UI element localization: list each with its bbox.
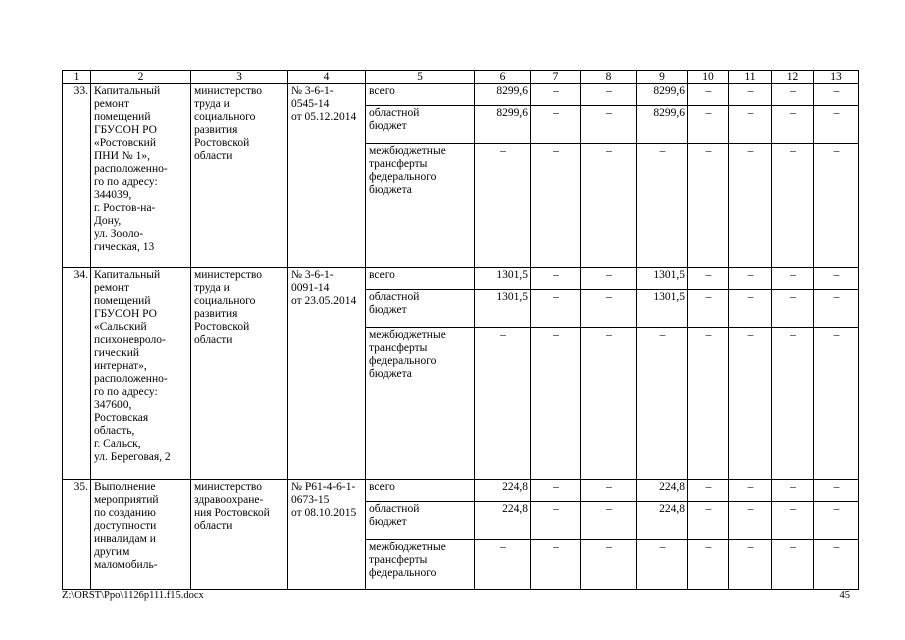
amount-cell: –: [772, 84, 814, 106]
header-cell: 10: [688, 71, 729, 84]
amount-cell: –: [581, 290, 637, 328]
row-number: 34.: [63, 268, 91, 480]
amount-cell: –: [637, 540, 688, 590]
amount-cell: –: [772, 540, 814, 590]
amount-cell: –: [729, 268, 772, 290]
amount-cell: –: [814, 144, 859, 268]
object-name: Капитальный ремонт помещений ГБУСОН РО «Ростовский ПНИ № 1», расположенно- го по адресу: 344039, г. Ростов-на- Дону, ул. Зооло- гическая, 13: [91, 84, 191, 268]
amount-cell: –: [772, 268, 814, 290]
amount-cell: –: [531, 502, 581, 540]
table-body: [63, 71, 859, 590]
funding-source: областной бюджет: [366, 290, 475, 328]
amount-cell: 8299,6: [637, 84, 688, 106]
amount-cell: –: [581, 502, 637, 540]
budget-table: [62, 70, 859, 590]
header-cell: 9: [637, 71, 688, 84]
amount-cell: 224,8: [475, 502, 531, 540]
amount-cell: –: [531, 290, 581, 328]
funding-source: межбюджетные трансферты федерального бюджета: [366, 328, 475, 480]
header-cell: 8: [581, 71, 637, 84]
amount-cell: –: [531, 106, 581, 144]
amount-cell: –: [729, 502, 772, 540]
amount-cell: –: [581, 106, 637, 144]
amount-cell: –: [729, 106, 772, 144]
amount-cell: –: [581, 328, 637, 480]
funding-source: областной бюджет: [366, 502, 475, 540]
amount-cell: 1301,5: [475, 268, 531, 290]
amount-cell: –: [637, 328, 688, 480]
amount-cell: –: [729, 480, 772, 502]
funding-source: всего: [366, 84, 475, 106]
header-cell: 6: [475, 71, 531, 84]
amount-cell: –: [531, 540, 581, 590]
row-number: 35.: [63, 480, 91, 590]
amount-cell: –: [688, 290, 729, 328]
amount-cell: –: [581, 480, 637, 502]
amount-cell: –: [772, 106, 814, 144]
amount-cell: –: [772, 328, 814, 480]
amount-cell: –: [688, 84, 729, 106]
header-cell: 12: [772, 71, 814, 84]
amount-cell: –: [814, 84, 859, 106]
amount-cell: –: [531, 144, 581, 268]
header-cell: 2: [91, 71, 191, 84]
amount-cell: –: [637, 144, 688, 268]
amount-cell: –: [729, 328, 772, 480]
amount-cell: –: [688, 502, 729, 540]
funding-source: областной бюджет: [366, 106, 475, 144]
amount-cell: 224,8: [637, 480, 688, 502]
amount-cell: –: [688, 480, 729, 502]
funding-source: всего: [366, 268, 475, 290]
executor: министерство здравоохране- ния Ростовской области: [191, 480, 288, 590]
funding-source: межбюджетные трансферты федерального: [366, 540, 475, 590]
amount-cell: –: [729, 290, 772, 328]
amount-cell: –: [581, 144, 637, 268]
amount-cell: –: [729, 84, 772, 106]
amount-cell: –: [581, 84, 637, 106]
amount-cell: –: [814, 268, 859, 290]
table-row: [63, 84, 859, 106]
object-name: Выполнение мероприятий по созданию доступности инвалидам и другим маломобиль-: [91, 480, 191, 590]
amount-cell: –: [475, 144, 531, 268]
document-ref: № 3-6-1- 0545-14 от 05.12.2014: [288, 84, 366, 268]
amount-cell: 1301,5: [637, 290, 688, 328]
document-ref: № 3-6-1- 0091-14 от 23.05.2014: [288, 268, 366, 480]
amount-cell: –: [531, 84, 581, 106]
amount-cell: –: [814, 540, 859, 590]
row-number: 33.: [63, 84, 91, 268]
executor: министерство труда и социального развития Ростовской области: [191, 84, 288, 268]
amount-cell: 8299,6: [475, 84, 531, 106]
header-row: [63, 71, 859, 84]
amount-cell: –: [729, 144, 772, 268]
amount-cell: –: [688, 540, 729, 590]
amount-cell: –: [814, 290, 859, 328]
header-cell: 1: [63, 71, 91, 84]
amount-cell: –: [772, 502, 814, 540]
amount-cell: –: [772, 144, 814, 268]
amount-cell: –: [688, 144, 729, 268]
amount-cell: –: [729, 540, 772, 590]
header-cell: 3: [191, 71, 288, 84]
executor: министерство труда и социального развития Ростовской области: [191, 268, 288, 480]
funding-source: межбюджетные трансферты федерального бюджета: [366, 144, 475, 268]
amount-cell: –: [814, 106, 859, 144]
amount-cell: –: [475, 328, 531, 480]
table-row: [63, 480, 859, 502]
file-path: Z:\ORST\Ppo\1126p111.f15.docx: [62, 590, 204, 601]
amount-cell: –: [688, 268, 729, 290]
amount-cell: –: [531, 328, 581, 480]
amount-cell: –: [531, 268, 581, 290]
amount-cell: 1301,5: [475, 290, 531, 328]
document-ref: № Р61-4-6-1- 0673-15 от 08.10.2015: [288, 480, 366, 590]
amount-cell: 1301,5: [637, 268, 688, 290]
amount-cell: 224,8: [637, 502, 688, 540]
object-name: Капитальный ремонт помещений ГБУСОН РО «Сальский психоневроло- гический интернат», расположенно- го по адресу: 347600, Ростовская область, г. Сальск, ул. Береговая, 2: [91, 268, 191, 480]
amount-cell: 8299,6: [637, 106, 688, 144]
amount-cell: –: [475, 540, 531, 590]
header-cell: 13: [814, 71, 859, 84]
amount-cell: –: [772, 480, 814, 502]
amount-cell: –: [688, 106, 729, 144]
amount-cell: –: [581, 268, 637, 290]
header-cell: 7: [531, 71, 581, 84]
page-number: 45: [839, 590, 850, 601]
amount-cell: –: [814, 502, 859, 540]
amount-cell: –: [688, 328, 729, 480]
amount-cell: –: [814, 328, 859, 480]
amount-cell: –: [531, 480, 581, 502]
header-cell: 11: [729, 71, 772, 84]
amount-cell: –: [814, 480, 859, 502]
amount-cell: –: [581, 540, 637, 590]
amount-cell: –: [772, 290, 814, 328]
amount-cell: 8299,6: [475, 106, 531, 144]
funding-source: всего: [366, 480, 475, 502]
header-cell: 4: [288, 71, 366, 84]
amount-cell: 224,8: [475, 480, 531, 502]
header-cell: 5: [366, 71, 475, 84]
table-row: [63, 268, 859, 290]
